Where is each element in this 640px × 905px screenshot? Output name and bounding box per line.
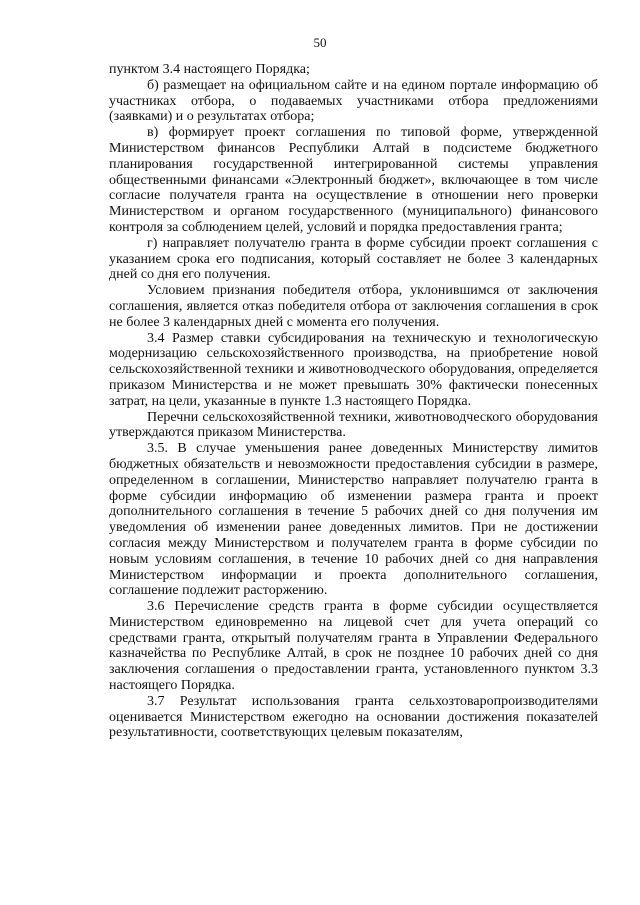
paragraph-continuation: пунктом 3.4 настоящего Порядка;: [109, 62, 310, 77]
paragraph-item-b: б) размещает на официальном сайте и на едином портале информацию об участниках отбора, о подаваемых участниками отбора предложениями (заявками) и о результатах отбора;: [109, 77, 598, 125]
paragraph-3-7: 3.7 Результат использования гранта сельхозтоваропроизводителями оценивается Министерством ежегодно на основании достижения показателей результативности, соответствующих целевым показателям,: [109, 693, 598, 741]
paragraph-3-5: 3.5. В случае уменьшения ранее доведенных Министерству лимитов бюджетных обязательств и невозможности предоставления субсидии в размере, определенном в соглашении, Министерство направляет получателю гранта в форме субсидии информацию об изменении размера гранта и проект дополнительного соглашения в течение 5 рабочих дней со дня получения им уведомления об изменении ранее доведенных лимитов. При не достижении согласия между Министерством и получателем гранта в форме субсидии по новым условиям соглашения, в течение 10 рабочих дней со дня направления Министерством информации и проекта дополнительного соглашения, соглашение подлежит расторжению.: [109, 441, 598, 599]
paragraph-equipment-lists: Перечни сельскохозяйственной техники, животноводческого оборудования утверждаются приказом Министерства.: [109, 409, 598, 441]
paragraph-item-v: в) формирует проект соглашения по типовой форме, утвержденной Министерством финансов Республики Алтай в подсистеме бюджетного планирования государственной интегрированной системы управления общественными финансами «Электронный бюджет», включающее в том числе согласие получателя гранта на осуществление в отношении него проверки Министерством и органом государственного (муниципального) финансового контроля за соблюдением целей, условий и порядка предоставления гранта;: [109, 125, 598, 235]
paragraph-3-4: 3.4 Размер ставки субсидирования на техническую и технологическую модернизацию сельскохозяйственного производства, на приобретение новой сельскохозяйственной техники и животноводческого оборудования, определяется приказом Министерства и не может превышать 30% фактически понесенных затрат, на цели, указанные в пункте 1.3 настоящего Порядка.: [109, 330, 598, 409]
paragraph-item-g: г) направляет получателю гранта в форме субсидии проект соглашения с указанием срока его подписания, который составляет не более 3 календарных дней со дня его получения.: [109, 235, 598, 283]
document-body: [109, 62, 598, 741]
page-number: 50: [313, 35, 327, 50]
paragraph-winner-evasion: Условием признания победителя отбора, уклонившимся от заключения соглашения, является отказ победителя отбора от заключения соглашения в срок не более 3 календарных дней с момента его получения.: [109, 283, 598, 330]
paragraph-3-6: 3.6 Перечисление средств гранта в форме субсидии осуществляется Министерством единовременно на лицевой счет для учета операций со средствами гранта, открытый получателям гранта в Управлении Федерального казначейства по Республике Алтай, в срок не позднее 10 рабочих дней со дня заключения соглашения о предоставлении гранта, установленного пунктом 3.3 настоящего Порядка.: [109, 599, 598, 694]
